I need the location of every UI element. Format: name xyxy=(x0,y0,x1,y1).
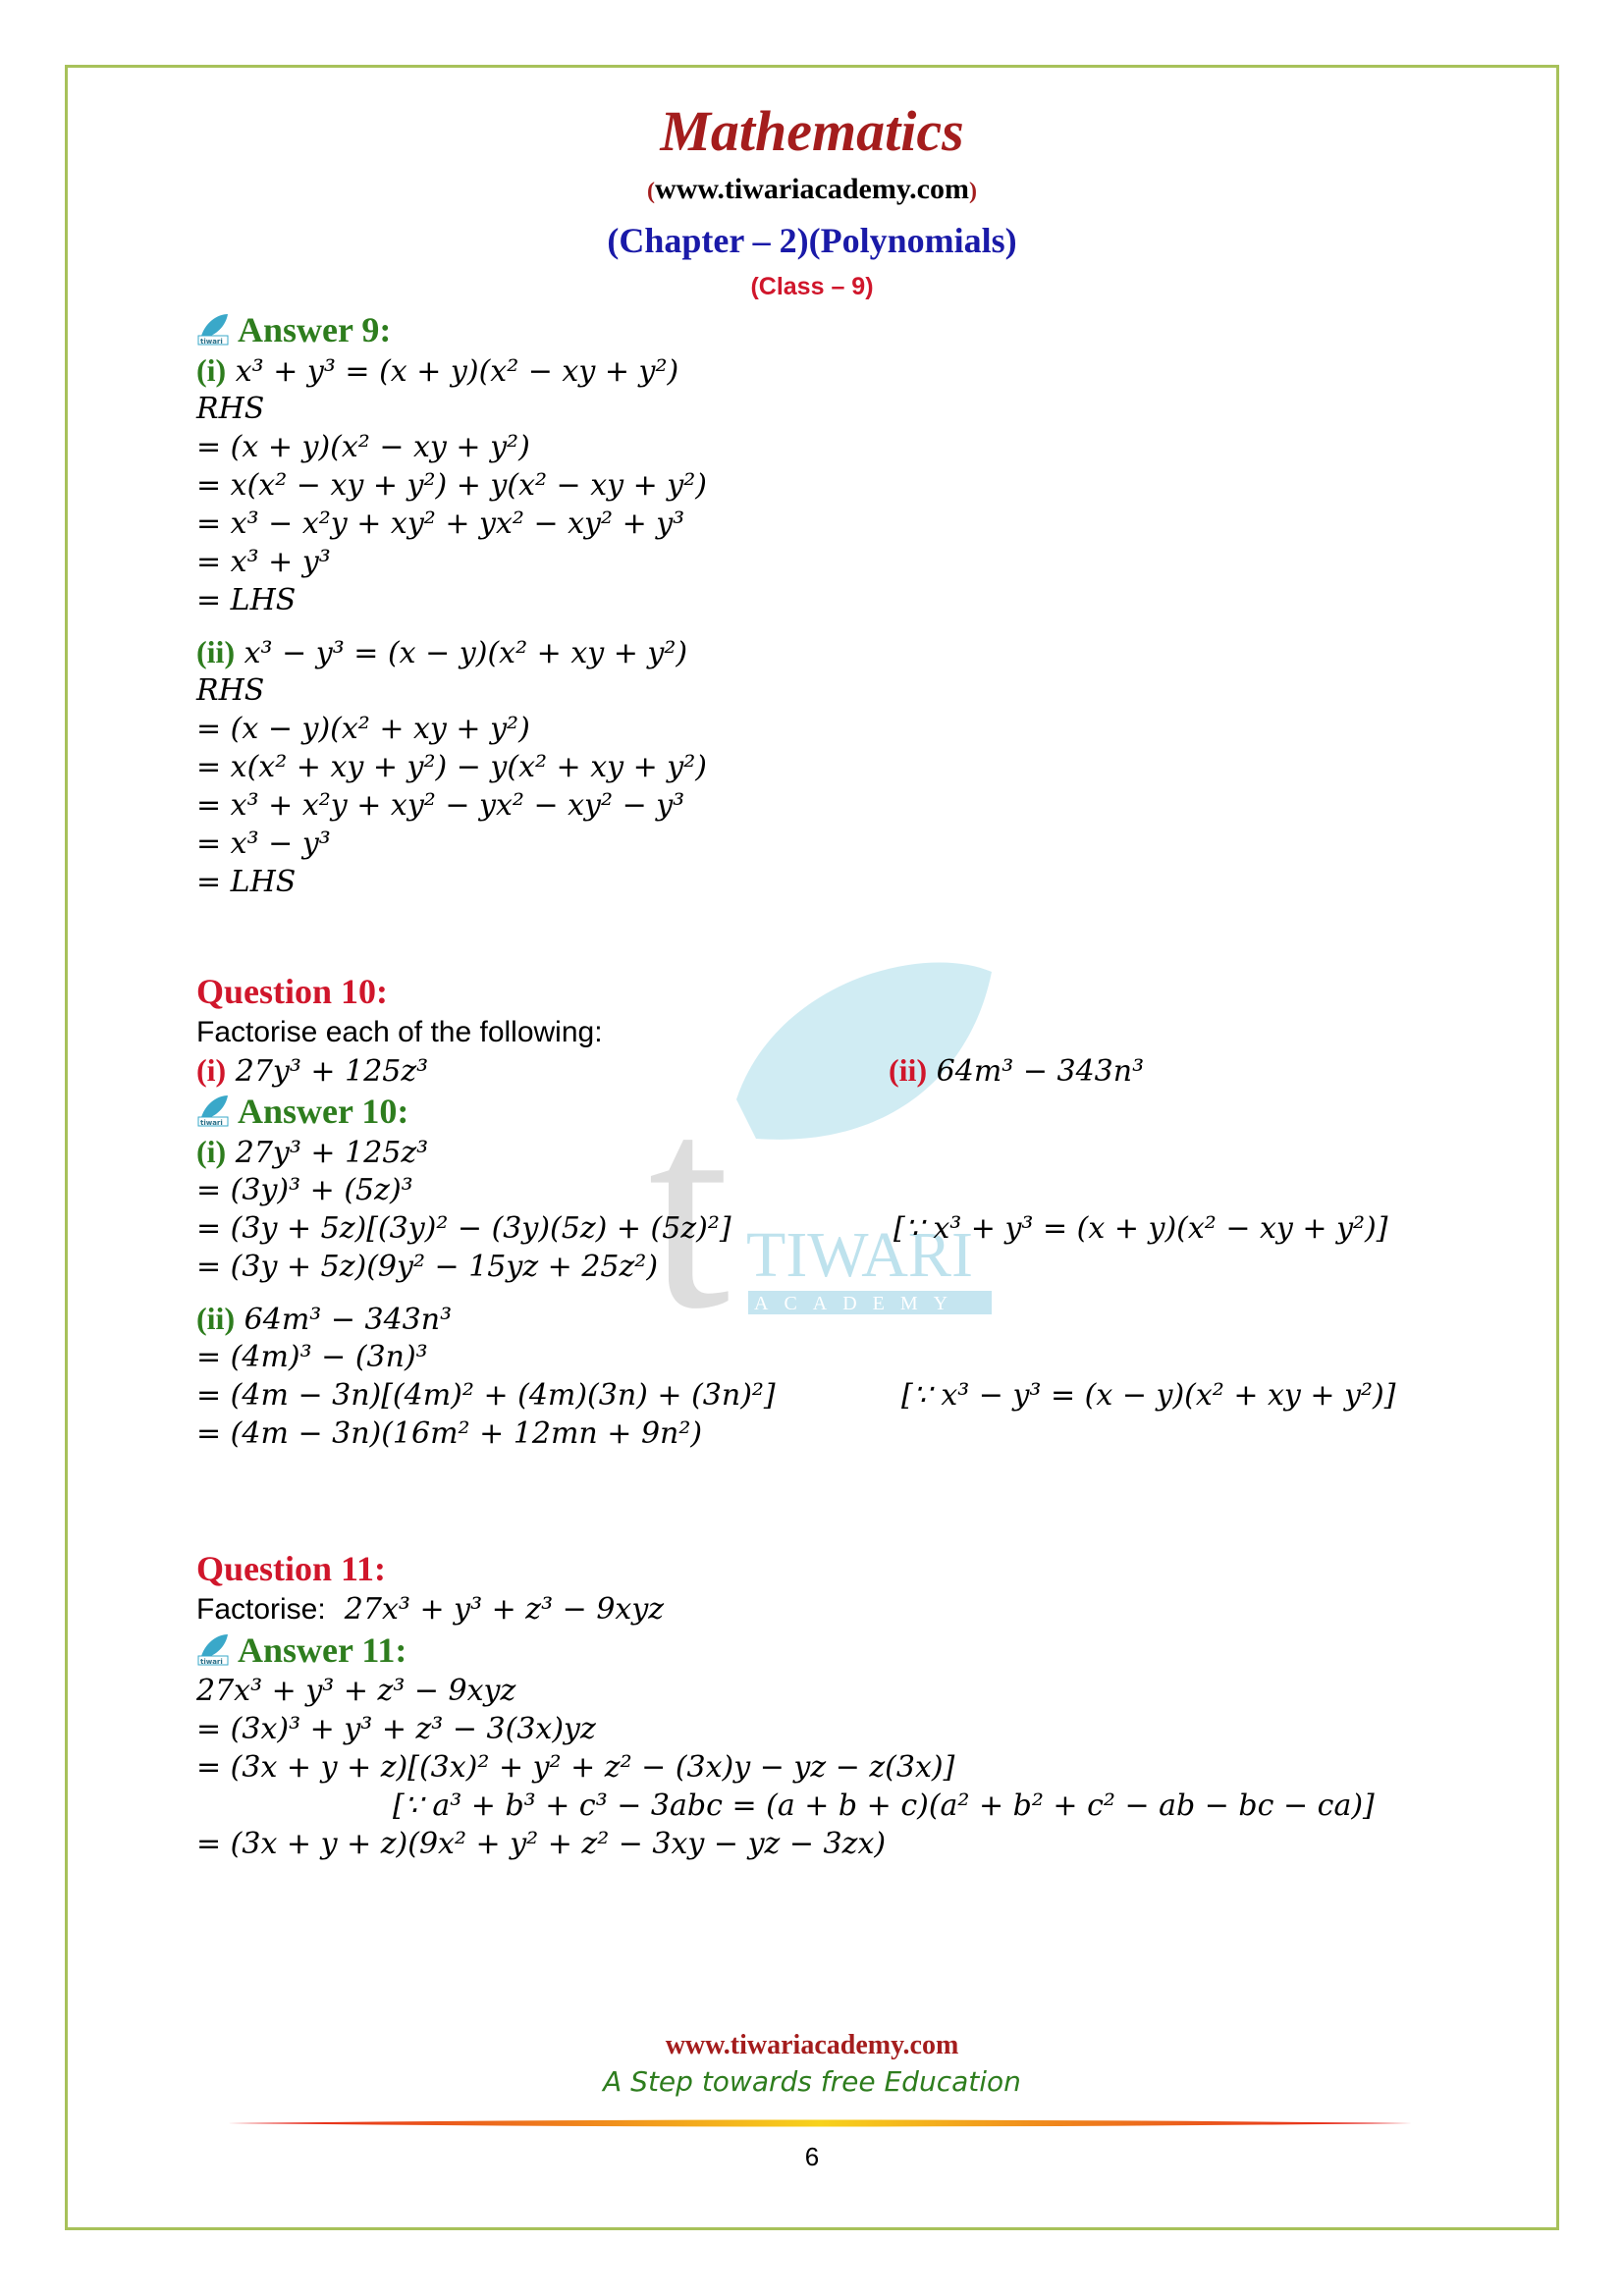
icon-label: tiwari xyxy=(200,338,223,346)
math-step: = LHS xyxy=(196,583,297,617)
math-step: = (3y)³ + (5z)³ xyxy=(196,1173,413,1207)
identity-note: [∵ x³ − y³ = (x − y)(x² + xy + y²)] xyxy=(901,1378,1396,1413)
icon-label: tiwari xyxy=(200,1119,223,1127)
class-label-text: Class – 9 xyxy=(758,273,866,300)
content xyxy=(196,308,1473,1863)
watermark-letter: t xyxy=(648,1043,731,1369)
math-step: = (4m − 3n)(16m² + 12mn + 9n²) xyxy=(196,1416,703,1451)
watermark-word-2: ACADEMY xyxy=(754,1293,964,1314)
identity-note: [∵ a³ + b³ + c³ − 3abc = (a + b + c)(a² + b² + c² − ab − bc − ca)] xyxy=(393,1789,1375,1823)
question-10-heading: Question 10: xyxy=(196,972,389,1011)
math-step: RHS xyxy=(196,673,265,708)
math-step: = (4m − 3n)[(4m)² + (4m)(3n) + (3n)²] [∵ x³ − y³ = (x − y)(x² + xy + y²)] xyxy=(196,1378,1396,1413)
math-step: = x(x² + xy + y²) − y(x² + xy + y²) xyxy=(196,750,707,784)
icon-label: tiwari xyxy=(200,1658,223,1666)
identity-note: [∵ x³ + y³ = (x + y)(x² − xy + y²)] xyxy=(893,1211,1388,1246)
question-11-prompt: Factorise: 27x³ + y³ + z³ − 9xyz xyxy=(196,1592,665,1627)
math-step: = (3x + y + z)(9x² + y² + z² − 3xy − yz − 3zx) xyxy=(196,1827,887,1861)
math-step: = x(x² − xy + y²) + y(x² − xy + y²) xyxy=(196,468,707,503)
answer-11-heading: tiwari Answer 11: xyxy=(196,1629,1473,1672)
math-step: = (3y + 5z)[(3y)² − (3y)(5z) + (5z)²] [∵ x³ + y³ = (x + y)(x² − xy + y²)] xyxy=(196,1211,1388,1246)
tiwari-pen-icon xyxy=(196,1632,230,1666)
math-step: = (x − y)(x² + xy + y²) xyxy=(196,712,530,746)
math-step: = x³ − y³ xyxy=(196,827,331,861)
math-step: = x³ + y³ xyxy=(196,545,331,579)
page-number: 6 xyxy=(804,2142,820,2171)
math-step: = x³ − x²y + xy² + yx² − xy² + y³ xyxy=(196,507,685,541)
footer-divider xyxy=(228,2118,1412,2128)
math-step: = LHS xyxy=(196,865,297,899)
answer-9-heading: tiwari Answer 9: xyxy=(196,308,1473,351)
class-label: (Class – 9) xyxy=(750,273,874,300)
header-url: (www.tiwariacademy.com) xyxy=(647,173,977,205)
question-10-parts: (i) 27y³ + 125z³ (ii) 64m³ − 343n³ xyxy=(196,1052,1145,1089)
math-step: = (4m)³ − (3n)³ xyxy=(196,1340,428,1374)
math-step: RHS xyxy=(196,392,265,426)
answer-9-i-statement: (i) x³ + y³ = (x + y)(x² − xy + y²) xyxy=(196,352,679,389)
math-step: = (x + y)(x² − xy + y²) xyxy=(196,430,530,464)
footer-tagline: A Step towards free Education xyxy=(603,2065,1021,2098)
math-step: = (3x)³ + y³ + z³ − 3(3x)yz xyxy=(196,1712,596,1746)
math-step: = x³ + x²y + xy² − yx² − xy² − y³ xyxy=(196,788,685,823)
math-step: 27x³ + y³ + z³ − 9xyz xyxy=(196,1674,516,1708)
question-11-heading: Question 11: xyxy=(196,1549,387,1588)
tiwari-pen-icon xyxy=(196,312,230,346)
header-url-text: www.tiwariacademy.com xyxy=(655,173,969,205)
page-title: Mathematics xyxy=(660,99,964,163)
chapter-title: (Chapter – 2)(Polynomials) xyxy=(607,221,1017,260)
math-step: = (3x + y + z)[(3x)² + y² + z² − (3x)y − yz − z(3x)] xyxy=(196,1750,955,1785)
answer-10-ii-expr: (ii) 64m³ − 343n³ xyxy=(196,1301,453,1337)
watermark-word-1: TIWARI xyxy=(746,1219,973,1291)
footer-url: www.tiwariacademy.com xyxy=(665,2030,959,2060)
answer-9-ii-statement: (ii) x³ − y³ = (x − y)(x² + xy + y²) xyxy=(196,634,688,670)
tiwari-pen-icon xyxy=(196,1094,230,1127)
answer-10-heading: tiwari Answer 10: xyxy=(196,1090,1473,1133)
question-10-prompt: Factorise each of the following: xyxy=(196,1016,603,1048)
math-step: = (3y + 5z)(9y² − 15yz + 25z²) xyxy=(196,1250,659,1284)
answer-10-i-expr: (i) 27y³ + 125z³ xyxy=(196,1134,429,1170)
